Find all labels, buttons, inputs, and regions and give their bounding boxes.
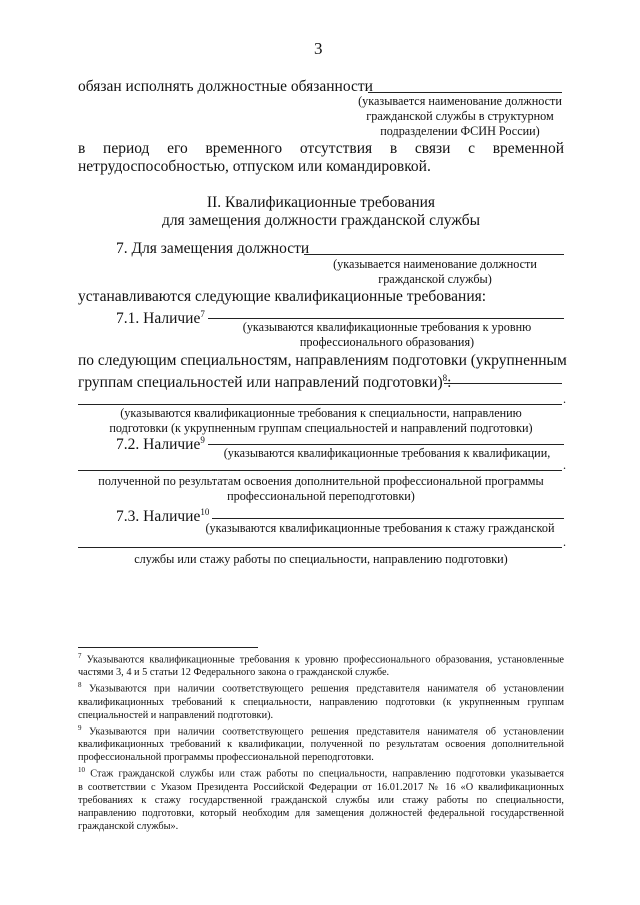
absence-line: в период его временного отсутствия в связи с временной	[78, 140, 564, 157]
blank-line	[78, 470, 562, 471]
footnote-text: профессиональной программы профессиональной переподготовки.	[78, 752, 374, 764]
hint-qualification-cont: полученной по результатам освоения дополнительной профессиональной программы профессиональной переподготовки)	[98, 474, 544, 503]
footnote-separator	[78, 647, 258, 648]
page-number: 3	[314, 39, 323, 58]
item-7-1-label: 7.1. Наличие$^7$	[116, 309, 205, 328]
footnote-text: специальностей и направлений подготовки).	[78, 709, 274, 721]
footnote-line	[78, 679, 564, 695]
footnote-line	[78, 764, 564, 780]
line-end-dot: .	[563, 535, 567, 549]
blank-line	[78, 404, 562, 405]
footnote-text: Стаж гражданской службы или стаж работы по специальности, направлению подготовки указывается	[90, 768, 564, 780]
footnote-text: в соответствии с Указом Президента Российской Федерации от 16.01.2017 № 16 «О квалификационных	[78, 781, 564, 793]
footnote-number: 10	[78, 766, 85, 775]
hint-qualification: (указываются квалификационные требования к квалификации,	[223, 446, 551, 460]
section-title: II. Квалификационные требования	[206, 194, 436, 211]
footnote-8	[78, 679, 564, 721]
footnote-line	[78, 666, 564, 679]
item-7-3-label: 7.3. Наличие$^{10}$	[116, 507, 210, 526]
footnote-number: 7	[78, 652, 82, 660]
footnote-line	[78, 722, 564, 738]
footnote-text: гражданской службы».	[78, 820, 179, 832]
specialties-line-2: группам специальностей или направлений подготовки)$^8$:	[78, 373, 452, 392]
hint-experience-cont: службы или стажу работы по специальности, направлению подготовки)	[134, 552, 508, 566]
footnote-9	[78, 722, 564, 764]
blank-line	[208, 318, 564, 319]
line-end-dot: .	[563, 392, 567, 406]
specialties-line: по следующим специальностям, направлениям подготовки (укрупненным	[78, 352, 567, 369]
footnote-10	[78, 764, 564, 832]
hint-experience: (указываются квалификационные требования к стажу гражданской	[205, 521, 555, 535]
footnote-text: Указываются при наличии соответствующего решения представителя нанимателя об установлении	[88, 726, 564, 738]
footnote-text: квалификационных требований к квалификации, полученной по результатам освоения дополнительной	[78, 739, 564, 751]
footnote-line	[78, 738, 564, 751]
footnote-line	[78, 807, 564, 820]
blank-line	[368, 92, 562, 93]
footnote-line	[78, 751, 564, 764]
blank-line	[212, 518, 564, 519]
footnote-line	[78, 696, 564, 709]
hint-position: (указывается наименование должности гражданской службы)	[333, 257, 537, 286]
footnote-line	[78, 709, 564, 722]
duty-line: обязан исполнять должностные обязанности	[78, 78, 373, 95]
footnote-line	[78, 781, 564, 794]
footnote-text: требованиях к стажу государственной гражданской службы или стажу работы по специальности,	[78, 794, 564, 806]
footnote-text: направлению подготовки, который необходим для замещения должностей федеральной государственной	[78, 807, 564, 819]
footnote-text: квалификационных требований к специальности, направлению подготовки (к укрупненным группам	[78, 696, 564, 708]
absence-line-2: нетрудоспособностью, отпуском или командировкой.	[78, 158, 431, 175]
blank-line	[208, 444, 564, 445]
requirements-line: устанавливаются следующие квалификационные требования:	[78, 288, 487, 305]
item-7-label: 7. Для замещения должности	[116, 240, 310, 257]
footnote-line	[78, 820, 564, 833]
footnote-number: 9	[78, 723, 82, 732]
footnote-text: частями 3, 4 и 5 статьи 12 Федерального закона о гражданской службе.	[78, 667, 390, 679]
footnote-line	[78, 794, 564, 807]
blank-line	[78, 547, 562, 548]
footnote-text: Указываются квалификационные требования к уровню профессионального образования, установленные	[86, 654, 565, 666]
footnote-7	[78, 650, 564, 679]
footnote-number: 8	[78, 681, 82, 690]
footnote-text: Указываются при наличии соответствующего решения представителя нанимателя об установлении	[88, 683, 564, 695]
hint-specialty: (указываются квалификационные требования к специальности, направлению подготовки (к укрупненным группам специальностей и направлений подготовки)	[109, 406, 533, 435]
blank-line	[304, 254, 564, 255]
line-end-dot: .	[563, 458, 567, 472]
blank-line	[444, 383, 562, 384]
item-7-2-label: 7.2. Наличие$^9$	[116, 435, 205, 454]
footnote-line	[78, 650, 564, 666]
footnotes	[78, 650, 564, 833]
section-subtitle: для замещения должности гражданской службы	[161, 212, 481, 229]
hint-education-level: (указываются квалификационные требования к уровню профессионального образования)	[242, 320, 532, 349]
hint-position-name: (указывается наименование должности гражданской службы в структурном подразделении ФСИН России)	[358, 94, 562, 138]
